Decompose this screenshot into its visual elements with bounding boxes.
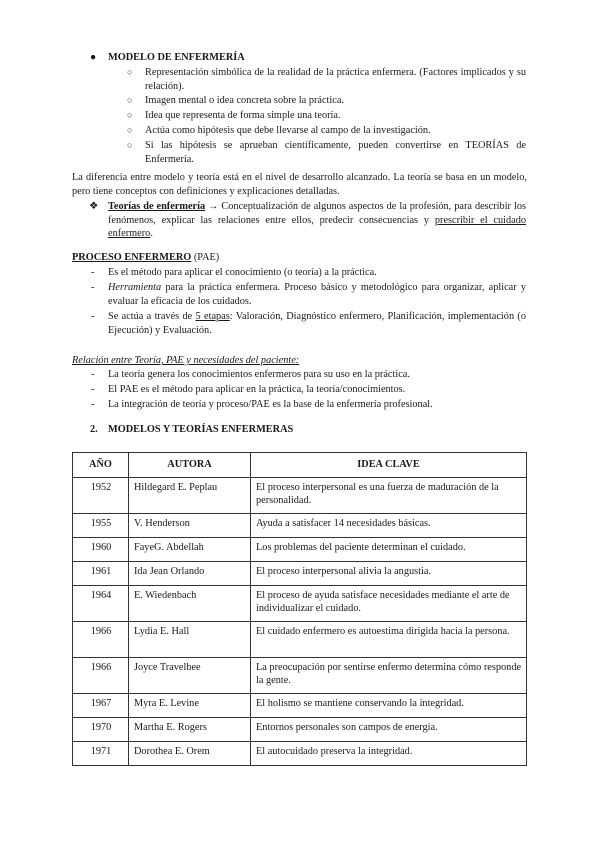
circle-bullet-icon: ○ xyxy=(127,140,133,150)
idea-cell: El proceso interpersonal alivia la angustia. xyxy=(251,561,527,585)
section2-title: MODELOS Y TEORÍAS ENFERMERAS xyxy=(108,424,294,435)
pae-title: PROCESO ENFERMERO xyxy=(72,252,192,263)
theory-definition xyxy=(108,200,526,241)
diamond-bullet-icon: ❖ xyxy=(89,201,99,212)
table-row xyxy=(73,561,527,585)
year-cell: 1952 xyxy=(73,477,129,513)
year-cell: 1966 xyxy=(73,621,129,657)
list-item: Representación simbólica de la realidad de la práctica enfermera. (Factores implicados y su relación). xyxy=(145,67,526,92)
idea-cell: El proceso interpersonal es una fuerza de maduración de la personalidad. xyxy=(251,477,527,513)
dash-bullet-icon: - xyxy=(91,399,95,410)
author-cell: FayeG. Abdellah xyxy=(129,537,251,561)
list-item: Si las hipótesis se aprueban científicamente, pueden convertirse en TEORÍAS de Enfermería. xyxy=(145,140,526,165)
section-title-modelo: MODELO DE ENFERMERÍA xyxy=(108,52,245,63)
idea-cell: El autocuidado preserva la integridad. xyxy=(251,741,527,765)
year-cell: 1955 xyxy=(73,513,129,537)
author-cell: Joyce Travelbee xyxy=(129,657,251,693)
theory-text-underlined: prescribir el cuidado enfermero xyxy=(108,214,526,240)
table-row xyxy=(73,621,527,657)
arrow-right-icon: → xyxy=(208,201,219,212)
table-row xyxy=(73,537,527,561)
table-header-row xyxy=(73,453,527,478)
author-cell: Martha E. Rogers xyxy=(129,717,251,741)
table-row xyxy=(73,717,527,741)
table-row xyxy=(73,657,527,693)
table-row xyxy=(73,477,527,513)
idea-cell: El holismo se mantiene conservando la integridad. xyxy=(251,693,527,717)
author-cell: Dorothea E. Orem xyxy=(129,741,251,765)
idea-cell: Ayuda a satisfacer 14 necesidades básicas. xyxy=(251,513,527,537)
list-item: Idea que representa de forma simple una teoría. xyxy=(145,110,341,121)
idea-cell: El proceso de ayuda satisface necesidades mediante el arte de individualizar el cuidado. xyxy=(251,585,527,621)
bullet-dot-icon: ● xyxy=(90,52,97,63)
column-header-idea: IDEA CLAVE xyxy=(251,453,527,478)
table-row xyxy=(73,585,527,621)
author-cell: Lydia E. Hall xyxy=(129,621,251,657)
pae-item: Es el método para aplicar el conocimiento (o teoría) a la práctica. xyxy=(108,267,377,278)
dash-bullet-icon: - xyxy=(91,384,95,395)
author-cell: Ida Jean Orlando xyxy=(129,561,251,585)
year-cell: 1966 xyxy=(73,657,129,693)
relation-item: La integración de teoría y proceso/PAE es la base de la enfermería profesional. xyxy=(108,399,433,410)
pae-item-underlined: 5 etapas xyxy=(195,311,230,322)
circle-bullet-icon: ○ xyxy=(127,125,133,135)
year-cell: 1960 xyxy=(73,537,129,561)
idea-cell: Los problemas del paciente determinan el cuidado. xyxy=(251,537,527,561)
year-cell: 1961 xyxy=(73,561,129,585)
author-cell: Myra E. Levine xyxy=(129,693,251,717)
pae-heading xyxy=(72,251,219,265)
pae-item xyxy=(108,310,526,337)
dash-bullet-icon: - xyxy=(91,267,95,278)
pae-item xyxy=(108,281,526,308)
theories-table xyxy=(72,452,527,766)
author-cell: V. Henderson xyxy=(129,513,251,537)
idea-cell: El cuidado enfermero es autoestima dirigida hacia la persona. xyxy=(251,621,527,657)
relation-item: La teoría genera los conocimientos enfermeros para su uso en la práctica. xyxy=(108,369,410,380)
table-row xyxy=(73,693,527,717)
pae-title-suffix: (PAE) xyxy=(191,252,220,263)
column-header-year: AÑO xyxy=(73,453,129,478)
relation-title: Relación entre Teoría, PAE y necesidades del paciente: xyxy=(72,355,300,366)
model-theory-paragraph: La diferencia entre modelo y teoría está en el nivel de desarrollo alcanzado. La teoría se basa en un modelo, pero tiene conceptos con definiciones y explicaciones detalladas. xyxy=(72,172,527,197)
list-item: Imagen mental o idea concreta sobre la práctica. xyxy=(145,95,344,106)
year-cell: 1964 xyxy=(73,585,129,621)
year-cell: 1970 xyxy=(73,717,129,741)
table-row xyxy=(73,741,527,765)
idea-cell: La preocupación por sentirse enfermo determina cómo responde la gente. xyxy=(251,657,527,693)
theory-end: . xyxy=(150,228,153,240)
year-cell: 1971 xyxy=(73,741,129,765)
pae-item-text: Se actúa a través de xyxy=(108,311,196,322)
pae-item-text: para la práctica enfermera. Proceso básico y metodológico para organizar, aplicar y evaluar la eficacia de los cuidados. xyxy=(108,282,526,307)
circle-bullet-icon: ○ xyxy=(127,110,133,120)
author-cell: E. Wiedenbach xyxy=(129,585,251,621)
theory-label: Teorías de enfermería xyxy=(108,201,206,212)
circle-bullet-icon: ○ xyxy=(127,67,133,77)
list-item: Actúa como hipótesis que debe llevarse al campo de la investigación. xyxy=(145,125,431,136)
pae-item-text: : Valoración, Diagnóstico enfermero, Planificación, implementación (o Ejecución) y Evaluación. xyxy=(108,311,526,336)
section2-number: 2. xyxy=(90,424,98,435)
dash-bullet-icon: - xyxy=(91,311,95,322)
relation-item: El PAE es el método para aplicar en la práctica, la teoría/conocimientos. xyxy=(108,384,406,395)
dash-bullet-icon: - xyxy=(91,282,95,293)
circle-bullet-icon: ○ xyxy=(127,95,133,105)
pae-item-italic: Herramienta xyxy=(108,282,162,293)
table-row xyxy=(73,513,527,537)
year-cell: 1967 xyxy=(73,693,129,717)
theory-text: Conceptualización de algunos aspectos de la profesión, para describir los fenómenos, explicar las relaciones entre ellos, predecir consecuencias y xyxy=(108,201,526,226)
dash-bullet-icon: - xyxy=(91,369,95,380)
author-cell: Hildegard E. Peplau xyxy=(129,477,251,513)
column-header-author: AUTORA xyxy=(129,453,251,478)
idea-cell: Entornos personales son campos de energía. xyxy=(251,717,527,741)
